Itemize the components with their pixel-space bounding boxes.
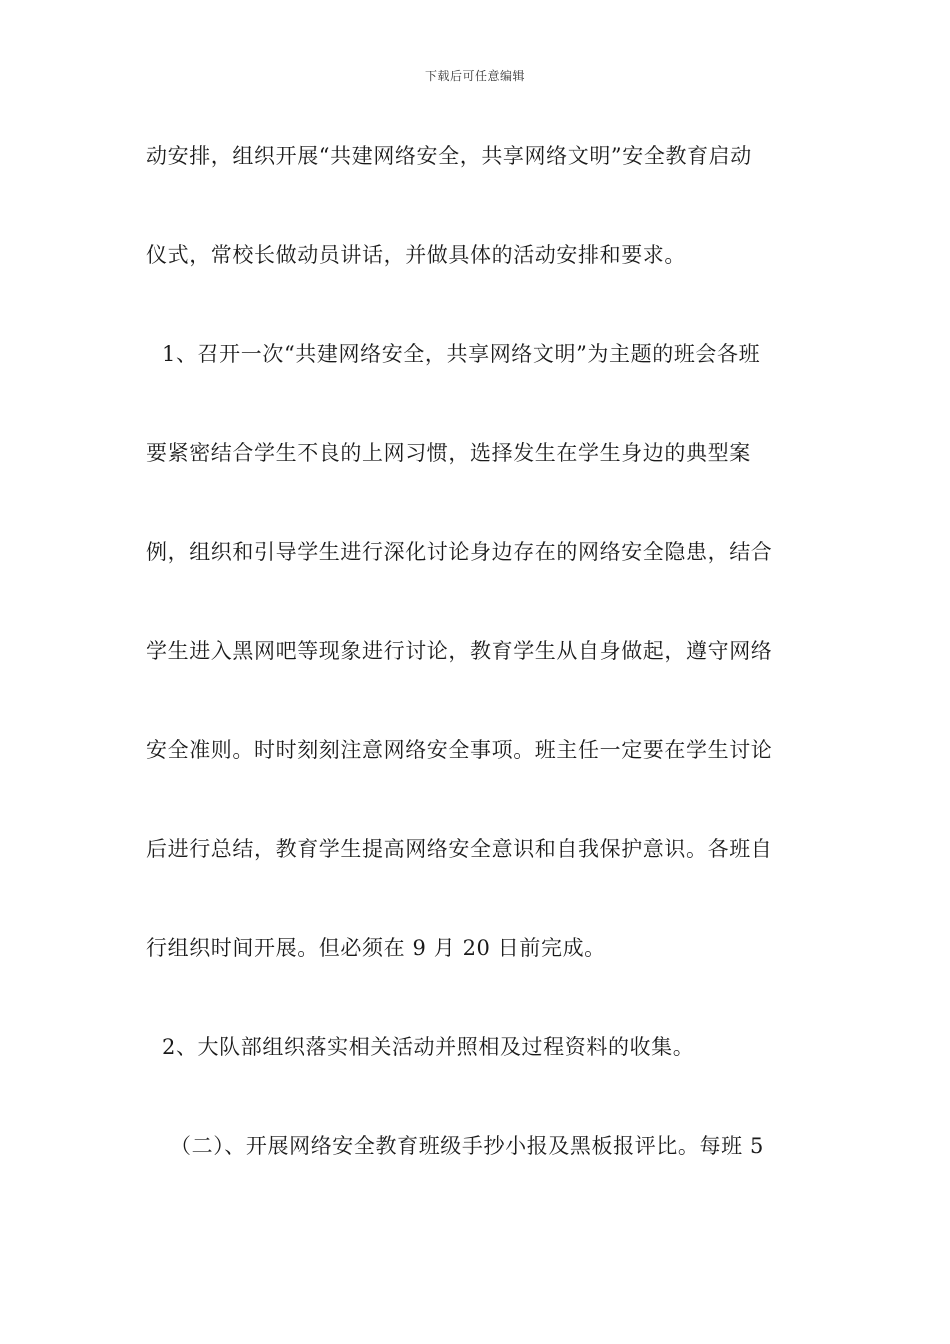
paragraph-line: 行组织时间开展。但必须在 9 月 20 日前完成。 — [146, 936, 606, 960]
paragraph-line: 仪式，常校长做动员讲话，并做具体的活动安排和要求。 — [146, 243, 686, 267]
paragraph-line: 例，组织和引导学生进行深化讨论身边存在的网络安全隐患，结合 — [146, 540, 773, 564]
paragraph-line: 动安排，组织开展“共建网络安全，共享网络文明”安全教育启动 — [146, 144, 752, 168]
list-item-2-line: 2、大队部组织落实相关活动并照相及过程资料的收集。 — [162, 1035, 695, 1059]
paragraph-line: 安全准则。时时刻刻注意网络安全事项。班主任一定要在学生讨论 — [146, 738, 773, 762]
section-heading-line: （二）、开展网络安全教育班级手抄小报及黑板报评比。每班 5 — [170, 1134, 764, 1158]
paragraph-line: 要紧密结合学生不良的上网习惯，选择发生在学生身边的典型案 — [146, 441, 751, 465]
paragraph-line: 后进行总结，教育学生提高网络安全意识和自我保护意识。各班自 — [146, 837, 773, 861]
list-item-1-line: 1、召开一次“共建网络安全，共享网络文明”为主题的班会各班 — [162, 342, 761, 366]
paragraph-line: 学生进入黑网吧等现象进行讨论，教育学生从自身做起，遵守网络 — [146, 639, 773, 663]
page-header: 下载后可任意编辑 — [424, 69, 525, 83]
